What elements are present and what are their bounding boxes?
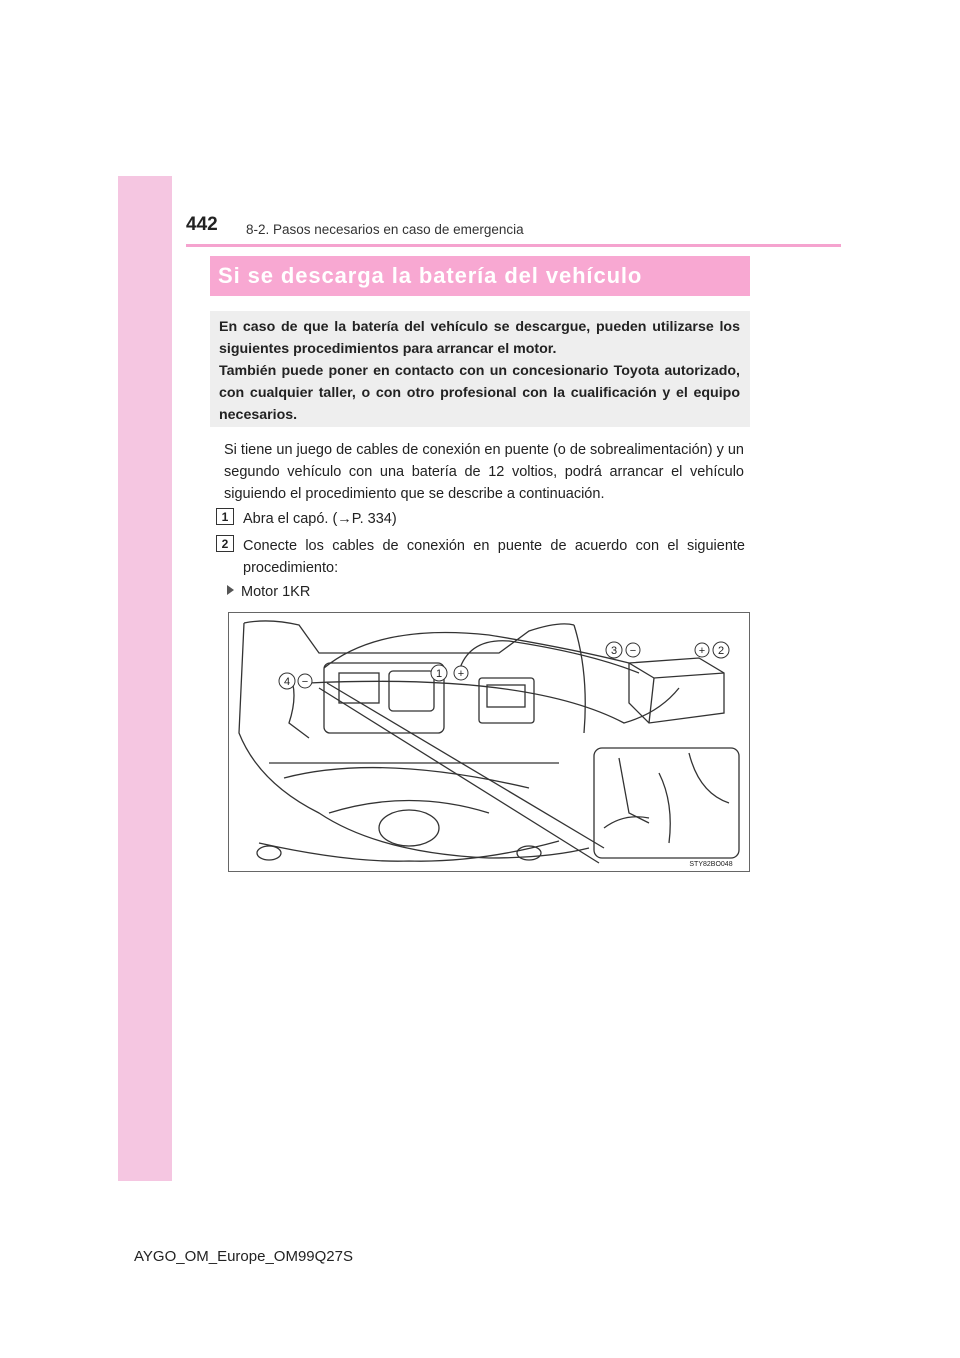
intro-paragraph: También puede poner en contacto con un concesionario Toyota autorizado, con cualquier taller, o con otro profesional con la cualificación y el equipo necesarios. [219,363,740,423]
callout-2: 2 [717,645,725,657]
callout-1: 1 [435,668,443,680]
step-number: 2 [216,535,234,552]
side-tab-bar [118,176,172,1181]
section-reference: 8-2. Pasos necesarios en caso de emergencia [246,222,524,237]
svg-text:−: − [629,645,637,657]
page-number: 442 [186,214,218,235]
footer-document-code: AYGO_OM_Europe_OM99Q27S [134,1248,353,1265]
callout-4: 4 [283,676,291,688]
engine-bullet [227,581,310,603]
section-title: Si se descarga la batería del vehículo [210,256,750,296]
engine-bay-drawing [229,613,749,871]
callout-3: 3 [610,645,618,657]
intro-box [210,311,750,427]
body-paragraph [224,439,744,505]
triangle-bullet-icon [227,585,234,595]
step-text: Conecte los cables de conexión en puente de acuerdo con el siguiente procedimiento: [243,538,745,576]
svg-text:+: + [698,645,706,657]
bullet-text: Motor 1KR [241,584,311,600]
svg-text:+: + [457,668,465,680]
header-divider [186,244,841,247]
intro-paragraph: En caso de que la batería del vehículo se descargue, pueden utilizarse los siguientes procedimientos para arrancar el motor. [219,319,740,357]
figure-code: STY82BO048 [689,861,733,868]
svg-text:−: − [301,676,309,688]
jump-start-illustration [228,612,750,872]
body-text: Si tiene un juego de cables de conexión en puente (o de sobrealimentación) y un segundo vehículo con una batería de 12 voltios, podrá arrancar el vehículo siguiendo el procedimiento que se describe a continuación. [224,442,744,502]
step-number: 1 [216,508,234,525]
step-text: Abra el capó. (→P. 334) [243,511,397,527]
